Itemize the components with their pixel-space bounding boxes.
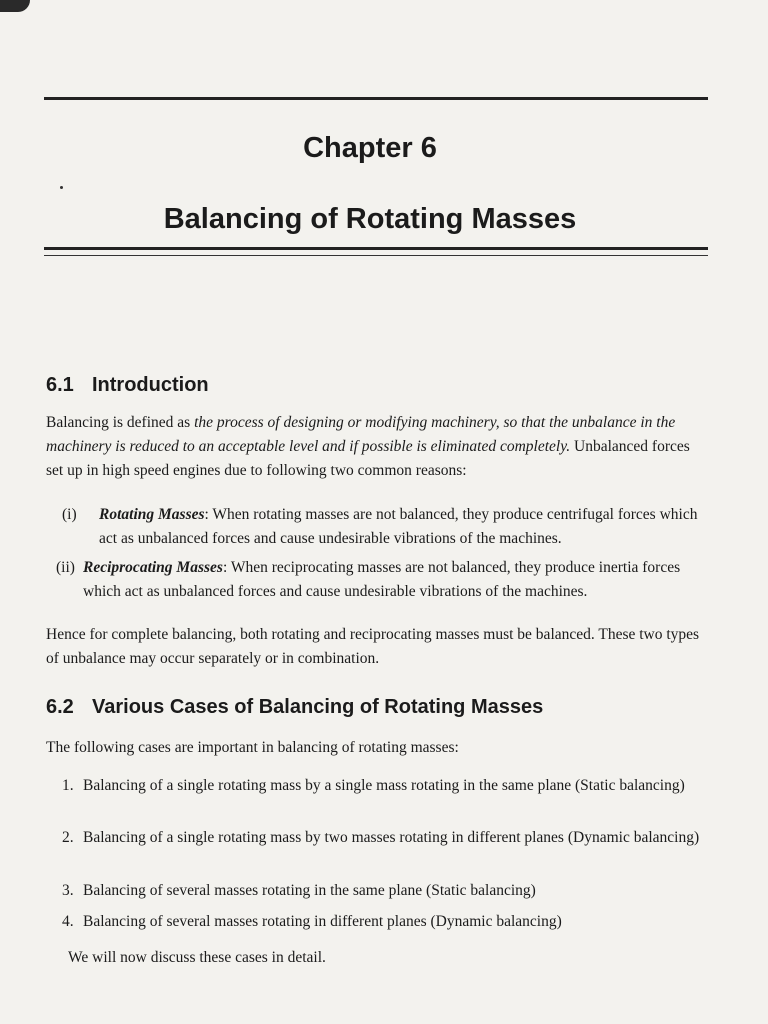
chapter-title: Balancing of Rotating Masses bbox=[163, 203, 577, 235]
section-heading-6-1 bbox=[46, 374, 209, 397]
stray-dot bbox=[60, 186, 63, 189]
section-heading-6-2 bbox=[46, 696, 543, 719]
case-text: Balancing of a single rotating mass by two masses rotating in different planes (Dynamic balancing) bbox=[83, 829, 700, 846]
section-number: 6.2 bbox=[46, 696, 74, 718]
closing-line: We will now discuss these cases in detail. bbox=[68, 949, 326, 966]
reason-text: : When rotating masses are not balanced, they produce centrifugal forces which act as unbalanced forces and cause undesirable vibrations of the machines. bbox=[99, 506, 698, 547]
reason-label: (ii) bbox=[56, 559, 75, 576]
hence-paragraph: Hence for complete balancing, both rotating and reciprocating masses must be balanced. These two types of unbalance may occur separately or in combination. bbox=[46, 626, 700, 667]
title-rule-thick bbox=[44, 247, 708, 250]
reason-term: Rotating Masses bbox=[99, 506, 205, 523]
section-title: Introduction bbox=[92, 374, 209, 396]
intro-lead: Balancing is defined as bbox=[46, 414, 195, 431]
intro-paragraph bbox=[46, 411, 708, 483]
section-number: 6.1 bbox=[46, 374, 74, 396]
top-rule bbox=[44, 97, 708, 100]
page-corner-shadow bbox=[0, 0, 30, 12]
case-label: 1. bbox=[62, 777, 74, 794]
intro-definition: the process of designing or modifying machinery, so that the unbalance in the machinery is reduced to an acceptable level and if possible is eliminated completely. bbox=[46, 414, 676, 455]
chapter-number: Chapter 6 bbox=[303, 132, 437, 164]
case-text: Balancing of several masses rotating in the same plane (Static balancing) bbox=[83, 882, 536, 899]
case-label: 4. bbox=[62, 913, 74, 930]
reason-label: (i) bbox=[62, 506, 77, 523]
cases-intro: The following cases are important in balancing of rotating masses: bbox=[46, 739, 459, 756]
intro-tail: Unbalanced forces set up in high speed engines due to following two common reasons: bbox=[46, 438, 690, 479]
case-text: Balancing of several masses rotating in different planes (Dynamic balancing) bbox=[83, 913, 562, 930]
title-rule-thin bbox=[44, 255, 708, 256]
reason-text: : When reciprocating masses are not balanced, they produce inertia forces which act as unbalanced forces and cause undesirable vibrations of the machines. bbox=[83, 559, 681, 600]
case-label: 2. bbox=[62, 829, 74, 846]
reason-term: Reciprocating Masses bbox=[83, 559, 223, 576]
section-title: Various Cases of Balancing of Rotating Masses bbox=[92, 696, 544, 718]
case-label: 3. bbox=[62, 882, 74, 899]
case-text: Balancing of a single rotating mass by a single mass rotating in the same plane (Static balancing) bbox=[83, 777, 685, 794]
